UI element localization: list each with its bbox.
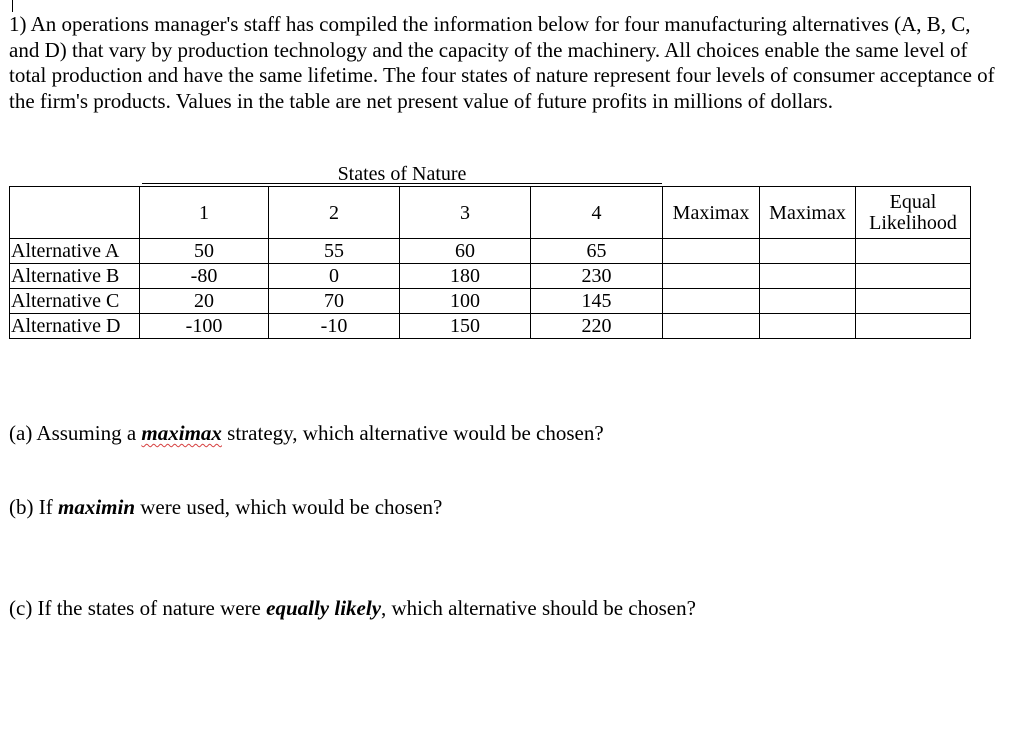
question-b xyxy=(9,494,442,520)
payoff-cell: -80 xyxy=(140,264,269,289)
answer-cell xyxy=(856,314,971,339)
payoff-cell: 55 xyxy=(269,239,400,264)
row-label: Alternative B xyxy=(10,264,140,289)
equal-likelihood-header xyxy=(856,187,971,239)
question-a-prefix: (a) Assuming a xyxy=(9,421,142,445)
state-1-header: 1 xyxy=(140,187,269,239)
payoff-cell: 20 xyxy=(140,289,269,314)
states-of-nature-rule xyxy=(142,183,662,184)
answer-cell xyxy=(856,264,971,289)
answer-cell xyxy=(760,264,856,289)
question-c xyxy=(9,595,696,621)
row-label: Alternative C xyxy=(10,289,140,314)
answer-cell xyxy=(856,239,971,264)
payoff-cell: 0 xyxy=(269,264,400,289)
table-header-row xyxy=(10,187,971,239)
payoff-cell: -10 xyxy=(269,314,400,339)
answer-cell xyxy=(663,289,760,314)
text-cursor xyxy=(12,0,13,12)
corner-cell xyxy=(10,187,140,239)
question-c-suffix: , which alternative should be chosen? xyxy=(381,596,696,620)
payoff-table xyxy=(9,186,971,339)
payoff-cell: 100 xyxy=(400,289,531,314)
question-a xyxy=(9,420,604,446)
answer-cell xyxy=(760,239,856,264)
maximax-header-2: Maximax xyxy=(760,187,856,239)
equal-likelihood-line-2: Likelihood xyxy=(869,211,957,234)
row-label: Alternative A xyxy=(10,239,140,264)
payoff-cell: 65 xyxy=(531,239,663,264)
states-of-nature-header: States of Nature xyxy=(337,163,467,185)
payoff-cell: -100 xyxy=(140,314,269,339)
answer-cell xyxy=(760,289,856,314)
payoff-cell: 220 xyxy=(531,314,663,339)
equally-likely-term: equally likely xyxy=(266,596,382,620)
payoff-cell: 50 xyxy=(140,239,269,264)
question-b-prefix: (b) If xyxy=(9,495,58,519)
state-3-header: 3 xyxy=(400,187,531,239)
question-a-suffix: strategy, which alternative would be chosen? xyxy=(221,421,604,445)
payoff-cell: 150 xyxy=(400,314,531,339)
answer-cell xyxy=(856,289,971,314)
answer-cell xyxy=(663,264,760,289)
table-row xyxy=(10,264,971,289)
state-2-header: 2 xyxy=(269,187,400,239)
table-row xyxy=(10,289,971,314)
payoff-cell: 60 xyxy=(400,239,531,264)
maximax-header-1: Maximax xyxy=(663,187,760,239)
question-c-prefix: (c) If the states of nature were xyxy=(9,596,267,620)
state-4-header: 4 xyxy=(531,187,663,239)
answer-cell xyxy=(663,239,760,264)
answer-cell xyxy=(760,314,856,339)
answer-cell xyxy=(663,314,760,339)
table-row xyxy=(10,239,971,264)
problem-statement: 1) An operations manager's staff has compiled the information below for four manufacturing alternatives (A, B, C, and D) that vary by production technology and the capacity of the machinery. All choices enable the same level of total production and have the same lifetime. The four states of nature represent four levels of consumer acceptance of the firm's products. Values in the table are net present value of future profits in millions of dollars. xyxy=(9,12,995,113)
maximax-term: maximax xyxy=(141,421,222,445)
payoff-cell: 230 xyxy=(531,264,663,289)
table-row xyxy=(10,314,971,339)
payoff-cell: 180 xyxy=(400,264,531,289)
payoff-cell: 70 xyxy=(269,289,400,314)
row-label: Alternative D xyxy=(10,314,140,339)
payoff-cell: 145 xyxy=(531,289,663,314)
question-b-suffix: were used, which would be chosen? xyxy=(135,495,443,519)
maximin-term: maximin xyxy=(57,495,136,519)
equal-likelihood-line-1: Equal xyxy=(889,190,937,213)
